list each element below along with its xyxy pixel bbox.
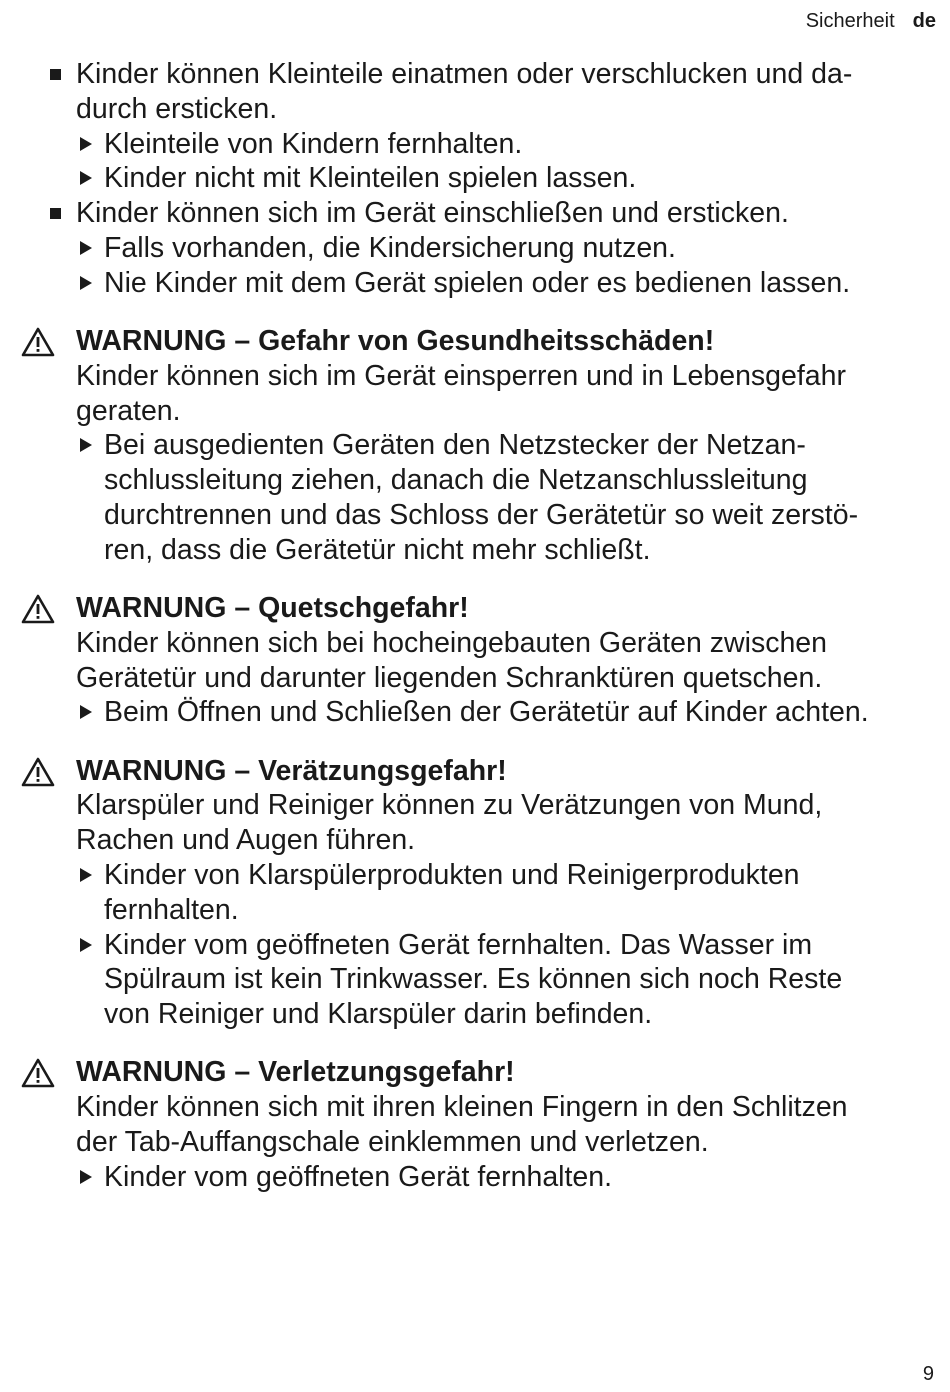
action-text: Beim Öffnen und Schließen der Gerätetür auf Kinder achten. (104, 696, 869, 729)
warning-text: geraten. (76, 394, 181, 427)
bullet-text-continued: durch ersticken. (76, 92, 278, 125)
warning-block (0, 324, 950, 568)
warning-triangle-icon (20, 326, 56, 358)
warning-block (0, 754, 950, 1032)
arrow-bullet-icon (80, 137, 92, 151)
arrow-bullet-icon (80, 171, 92, 185)
action-text-continued: ren, dass die Gerätetür nicht mehr schließt. (104, 533, 651, 566)
warning-title: WARNUNG – Verletzungsgefahr! (76, 1056, 515, 1089)
warning-triangle-icon (20, 756, 56, 788)
warning-block (0, 1055, 950, 1194)
bullet-text: Kinder können Kleinteile einatmen oder verschlucken und da- (76, 58, 853, 90)
action-text-continued: von Reiniger und Klarspüler darin befinden. (104, 998, 653, 1031)
action-text: Kinder von Klarspülerprodukten und Reinigerprodukten (104, 858, 800, 891)
arrow-bullet-icon (80, 241, 92, 255)
action-text: Bei ausgedienten Geräten den Netzstecker der Netzan- (104, 429, 806, 462)
arrow-bullet-icon (80, 705, 92, 719)
page-number: 9 (922, 1363, 934, 1385)
bullet-text: Kinder können sich im Gerät einschließen und ersticken. (76, 197, 789, 230)
square-bullet-icon (50, 208, 61, 219)
section-title: Sicherheit (805, 10, 895, 32)
page-header (806, 8, 936, 34)
warning-block (0, 591, 950, 730)
warning-text: Kinder können sich bei hocheingebauten Geräten zwischen (76, 626, 828, 659)
language-code: de (912, 10, 936, 32)
action-text: Falls vorhanden, die Kindersicherung nutzen. (104, 231, 676, 264)
arrow-bullet-icon (80, 868, 92, 882)
bullet-block (0, 196, 950, 300)
warning-text: Klarspüler und Reiniger können zu Verätzungen von Mund, (76, 789, 823, 822)
action-text-continued: durchtrennen und das Schloss der Gerätetür so weit zerstö- (104, 498, 859, 531)
warning-text: Gerätetür und darunter liegenden Schranktüren quetschen. (76, 661, 823, 694)
action-text-continued: Spülraum ist kein Trinkwasser. Es können sich noch Reste (104, 963, 843, 996)
arrow-bullet-icon (80, 1170, 92, 1184)
warning-text: der Tab-Auffangschale einklemmen und verletzen. (76, 1125, 709, 1158)
warning-title: WARNUNG – Quetschgefahr! (76, 591, 469, 624)
arrow-bullet-icon (80, 938, 92, 952)
action-text: Kinder vom geöffneten Gerät fernhalten. (104, 1160, 613, 1193)
bullet-block (0, 57, 950, 196)
action-text: Nie Kinder mit dem Gerät spielen oder es bedienen lassen. (104, 266, 851, 299)
warning-triangle-icon (20, 1057, 56, 1089)
safety-content (0, 57, 950, 1194)
warning-text: Rachen und Augen führen. (76, 824, 416, 857)
warning-title: WARNUNG – Verätzungsgefahr! (76, 754, 507, 787)
arrow-bullet-icon (80, 276, 92, 290)
action-text-continued: schlussleitung ziehen, danach die Netzanschlussleitung (104, 464, 808, 497)
square-bullet-icon (50, 69, 61, 80)
warning-triangle-icon (20, 593, 56, 625)
warning-title: WARNUNG – Gefahr von Gesundheitsschäden! (76, 324, 715, 357)
action-text-continued: fernhalten. (104, 893, 239, 926)
arrow-bullet-icon (80, 438, 92, 452)
warning-text: Kinder können sich im Gerät einsperren und in Lebensgefahr (76, 359, 846, 392)
warning-text: Kinder können sich mit ihren kleinen Fingern in den Schlitzen (76, 1091, 848, 1124)
action-text: Kinder nicht mit Kleinteilen spielen lassen. (104, 162, 637, 195)
action-text: Kinder vom geöffneten Gerät fernhalten. Das Wasser im (104, 928, 813, 961)
action-text: Kleinteile von Kindern fernhalten. (104, 127, 523, 160)
